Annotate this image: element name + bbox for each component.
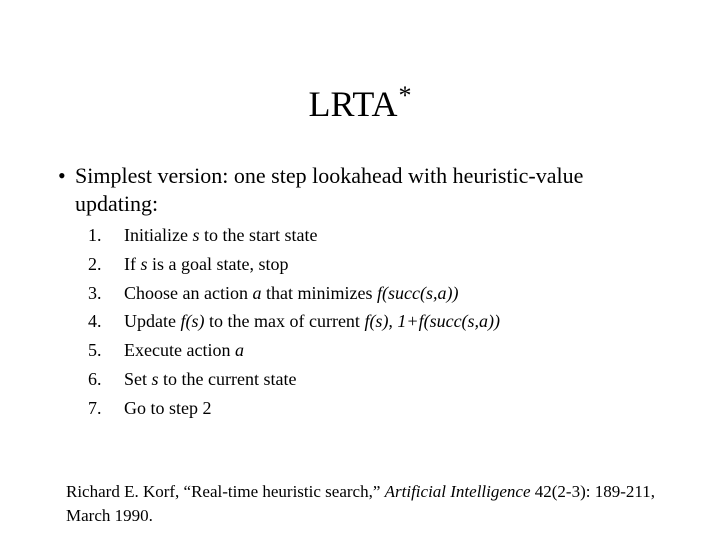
- step-text-italic: f(s), 1+f(succ(s,a)): [364, 311, 501, 332]
- step-number: 5.: [88, 340, 102, 361]
- step-text: [124, 396, 212, 420]
- bullet-marker: •: [58, 163, 66, 188]
- step-text-segment: is a goal state, stop: [147, 253, 289, 274]
- step-number: 2.: [88, 253, 102, 274]
- step-text: [124, 309, 500, 333]
- step-text: [124, 223, 317, 247]
- step-number: 3.: [88, 282, 102, 303]
- title-star: *: [398, 81, 412, 110]
- reference: [66, 480, 676, 528]
- bullet-text: Simplest version: one step lookahead with heuristic-value updating:: [75, 163, 584, 216]
- step-text-italic: a: [252, 282, 262, 303]
- step-number: 4.: [88, 311, 102, 332]
- bullet-point: [58, 162, 658, 218]
- step-text-segment: Go to step 2: [124, 397, 212, 418]
- step-text: [124, 281, 458, 305]
- step-text-segment: that minimizes: [261, 282, 377, 303]
- step-text-italic: a: [234, 340, 244, 361]
- step-text-segment: to the start state: [199, 225, 318, 245]
- step-number: 7.: [88, 397, 102, 418]
- step-text-segment: Update: [124, 311, 181, 332]
- step-text-italic: f(succ(s,a)): [376, 282, 459, 303]
- reference-after: 42(2-3): 189-211, March 1990.: [66, 482, 655, 525]
- step-text-italic: f(s): [180, 311, 205, 332]
- reference-journal: Artificial Intelligence: [384, 482, 531, 501]
- title-text: LRTA: [308, 84, 398, 124]
- step-text-italic: s: [151, 369, 159, 389]
- step-text-segment: Initialize: [124, 225, 193, 245]
- step-text-italic: s: [140, 253, 148, 274]
- step-number: 1.: [88, 225, 102, 245]
- step-text-segment: Execute action: [124, 340, 235, 361]
- step-text-segment: to the current state: [158, 369, 297, 389]
- step-text: [124, 367, 296, 391]
- reference-before: Richard E. Korf, “Real-time heuristic search,”: [66, 482, 385, 501]
- step-number: 6.: [88, 369, 102, 389]
- step-text: [124, 338, 244, 362]
- step-text-italic: s: [192, 225, 200, 245]
- step-text-segment: If: [124, 253, 141, 274]
- step-text: [124, 252, 289, 276]
- step-text-segment: Set: [124, 369, 152, 389]
- step-text-segment: Choose an action: [124, 282, 253, 303]
- slide-title: [0, 72, 720, 128]
- step-text-segment: to the max of current: [204, 311, 365, 332]
